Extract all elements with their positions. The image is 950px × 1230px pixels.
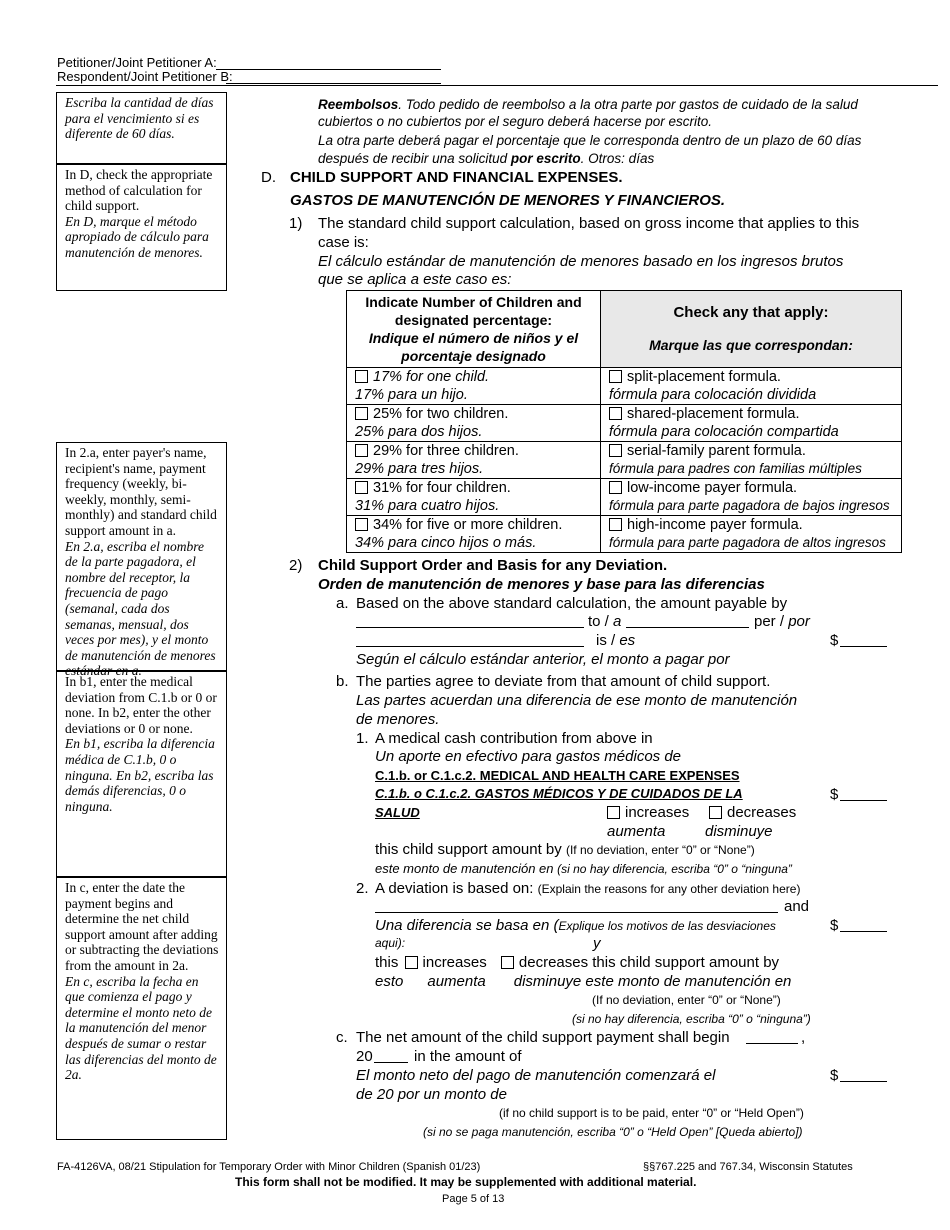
b2-note-es: (si no hay diferencia, escriba “0” o “ninguna”) — [572, 1012, 811, 1026]
item1-number: 1) — [289, 215, 303, 232]
b1-ref-es-1: C.1.b. o C.1.c.2. GASTOS MÉDICOS Y DE CUIDADOS DE LA — [375, 786, 743, 801]
b2-number: 2. — [356, 880, 369, 897]
checkbox-high-income[interactable] — [609, 518, 622, 531]
b1-amount-text: this child support amount by (If no deviation, enter “0” or “None”) — [375, 841, 755, 858]
item2c-comma: , — [801, 1029, 806, 1046]
table-row: 31% for four children. 31% para cuatro hijos. low-income payer formula. fórmula para parte pagadora de bajos ingresos — [347, 479, 902, 516]
recipient-name-field[interactable] — [626, 613, 749, 628]
item2c-es-2: de 20 por un monto de — [356, 1086, 507, 1103]
item2c-text: The net amount of the child support payment shall begin — [356, 1029, 730, 1046]
header-rule — [56, 85, 938, 86]
col2-header: Check any that apply: Marque las que correspondan: — [601, 291, 902, 368]
b1-number: 1. — [356, 730, 369, 747]
b1-ref-es-2: SALUD — [375, 805, 420, 820]
checkbox-split-placement[interactable] — [609, 370, 622, 383]
item2-number: 2) — [289, 557, 303, 574]
item2b-es-2: de menores. — [356, 711, 440, 728]
sidebar-note-net-amount: In c, enter the date the payment begins and determine the net child support amount after adding or subtracting the deviations from the amount in 2a. En c, escriba la fecha en que comienza el pago y determine el monto neto de la manutención del menor después de sumar o restar las diferencias del monto de 2a. — [56, 877, 227, 1140]
net-amount-field[interactable] — [840, 1067, 887, 1082]
item2a-text: Based on the above standard calculation, the amount payable by — [356, 595, 788, 612]
checkbox-b1-increases[interactable] — [607, 806, 620, 819]
item2b-label: b. — [336, 673, 349, 690]
b2-text: A deviation is based on: (Explain the reasons for any other deviation here) — [375, 880, 801, 897]
payer-name-field[interactable] — [356, 613, 584, 628]
sidebar-note-calc-method: In D, check the appropriate method of calculation for child support. En D, marque el método apropiado de cálculo para manutención de menores. — [56, 164, 227, 291]
sidebar-note-deviation: In b1, enter the medical deviation from C.1.b or 0 or none. In b2, enter the other deviations or 0 or none. En b1, escriba la diferencia médica de C.1.b, 0 o ninguna. En b2, escriba las demás diferencias, 0 o ninguna. — [56, 671, 227, 877]
b1-es: Un aporte en efectivo para gastos médicos de — [375, 748, 682, 765]
respondent-field[interactable] — [226, 69, 441, 84]
table-row: 29% for three children. 29% para tres hijos. serial-family parent formula. fórmula para padres con familias múltiples — [347, 442, 902, 479]
checkbox-29pct[interactable] — [355, 444, 368, 457]
respondent-label: Respondent/Joint Petitioner B: — [57, 69, 233, 84]
checkbox-17pct[interactable] — [355, 370, 368, 383]
sidebar-note-days: Escriba la cantidad de días para el vencimiento si es diferente de 60 días. — [56, 92, 227, 164]
b2-es: Una diferencia se basa en (Explique los motivos de las desviaciones — [375, 917, 776, 934]
sidebar-note-payer: In 2.a, enter payer's name, recipient's name, payment frequency (weekly, bi-weekly, monthly, semi-monthly) and standard child support amount in a. En 2.a, escriba el nombre de la parte pagadora, el nombre del receptor, la frecuencia de pago (semanal, cada dos semanas, mensual, dos veces por mes), y el monto de manutención de menores estándar en a. — [56, 442, 227, 671]
checkbox-shared-placement[interactable] — [609, 407, 622, 420]
standard-amount-dollar: $ — [830, 632, 839, 649]
reimb-line2: cubiertos o no cubiertos por el seguro deberá hacerse por escrito. — [318, 114, 712, 129]
medical-amount-dollar: $ — [830, 786, 839, 803]
table-row: 17% for one child. 17% para un hijo. split-placement formula. fórmula para colocación dividida — [347, 368, 902, 405]
section-d-title: CHILD SUPPORT AND FINANCIAL EXPENSES. — [290, 169, 623, 186]
b1-decreases: decreases — [709, 804, 796, 821]
b1-amount-es: este monto de manutención en (si no hay diferencia, escriba “0” o “ninguna” — [375, 861, 792, 876]
item2c-note-es: (si no se paga manutención, escriba “0” o “Held Open” [Queda abierto]) — [423, 1125, 803, 1139]
section-d-title-es: GASTOS DE MANUTENCIÓN DE MENORES Y FINANCIEROS. — [290, 192, 726, 209]
item2c-note-en: (if no child support is to be paid, enter “0” or “Held Open”) — [499, 1106, 804, 1120]
section-d-letter: D. — [261, 169, 276, 186]
item1-text-es-2: que se aplica a este caso es: — [318, 271, 512, 288]
net-amount-dollar: $ — [830, 1067, 839, 1084]
deviation-amount-dollar: $ — [830, 917, 839, 934]
is-label: is / es — [596, 632, 636, 649]
item1-text-es-1: El cálculo estándar de manutención de menores basado en los ingresos brutos — [318, 253, 844, 270]
item2b-text: The parties agree to deviate from that amount of child support. — [356, 673, 771, 690]
checkbox-b2-increases[interactable] — [405, 956, 418, 969]
item2-title: Child Support Order and Basis for any Deviation. — [318, 557, 668, 574]
deviation-amount-field[interactable] — [840, 917, 887, 932]
b1-ref-en: C.1.b. or C.1.c.2. MEDICAL AND HEALTH CARE EXPENSES — [375, 768, 740, 783]
per-label: per / por — [754, 613, 810, 630]
b2-this-line: this increases decreases this child support amount by — [375, 954, 780, 971]
checkbox-serial-family[interactable] — [609, 444, 622, 457]
b2-note-en: (If no deviation, enter “0” or “None”) — [592, 993, 781, 1007]
item2c-20: 20 — [356, 1048, 373, 1065]
table-row: 34% for five or more children. 34% para cinco hijos o más. high-income payer formula. fórmula para parte pagadora de altos ingresos — [347, 516, 902, 553]
reimb-line3: La otra parte deberá pagar el porcentaje que le corresponda dentro de un plazo de 60 días — [318, 133, 862, 148]
start-date-field[interactable] — [746, 1029, 798, 1044]
checkbox-34pct[interactable] — [355, 518, 368, 531]
petitioner-field[interactable] — [216, 55, 441, 70]
b2-y: y — [593, 935, 601, 952]
item1-text-2: case is: — [318, 234, 369, 251]
footer-notice: This form shall not be modified. It may be supplemented with additional material. — [235, 1175, 697, 1189]
item2c-es-1: El monto neto del pago de manutención comenzará el — [356, 1067, 716, 1084]
frequency-field[interactable] — [356, 632, 584, 647]
page-number: Page 5 of 13 — [442, 1193, 505, 1205]
medical-amount-field[interactable] — [840, 786, 887, 801]
item2a-label: a. — [336, 595, 349, 612]
item2b-es-1: Las partes acuerdan una diferencia de ese monto de manutención — [356, 692, 798, 709]
reimb-line4: después de recibir una solicitud por escrito. Otros: días — [318, 151, 655, 166]
item2c-amount-text: in the amount of — [414, 1048, 522, 1065]
b2-esto-line: esto aumenta disminuye este monto de manutención en — [375, 973, 792, 990]
checkbox-low-income[interactable] — [609, 481, 622, 494]
footer-statutes: §§767.225 and 767.34, Wisconsin Statutes — [643, 1161, 853, 1173]
table-row: 25% for two children. 25% para dos hijos. shared-placement formula. fórmula para colocación compartida — [347, 405, 902, 442]
checkbox-25pct[interactable] — [355, 407, 368, 420]
to-label: to / a — [588, 613, 622, 630]
checkbox-31pct[interactable] — [355, 481, 368, 494]
standard-amount-field[interactable] — [840, 632, 887, 647]
deviation-reason-field[interactable] — [375, 898, 778, 913]
checkbox-b2-decreases[interactable] — [501, 956, 514, 969]
b1-text: A medical cash contribution from above in — [375, 730, 653, 747]
item2-title-es: Orden de manutención de menores y base para las diferencias — [318, 576, 765, 593]
b2-and: and — [784, 898, 810, 915]
calc-table — [346, 290, 902, 553]
col1-header: Indicate Number of Children and designated percentage: Indique el número de niños y el porcentaje designado — [347, 291, 601, 368]
reimb-line1: Reembolsos. Todo pedido de reembolso a la otra parte por gastos de cuidado de la salud — [318, 97, 858, 112]
item1-text-1: The standard child support calculation, based on gross income that applies to this — [318, 215, 860, 232]
b2-es-aqui: aqui): — [375, 936, 406, 950]
b1-disminuye: disminuye — [705, 823, 773, 840]
footer-form-id: FA-4126VA, 08/21 Stipulation for Temporary Order with Minor Children (Spanish 01/23) — [57, 1161, 481, 1173]
b1-aumenta: aumenta — [607, 823, 666, 840]
petitioner-label: Petitioner/Joint Petitioner A: — [57, 55, 217, 70]
start-year-field[interactable] — [374, 1048, 408, 1063]
b1-increases: increases — [607, 804, 689, 821]
item2a-es: Según el cálculo estándar anterior, el monto a pagar por — [356, 651, 730, 668]
checkbox-b1-decreases[interactable] — [709, 806, 722, 819]
item2c-label: c. — [336, 1029, 348, 1046]
